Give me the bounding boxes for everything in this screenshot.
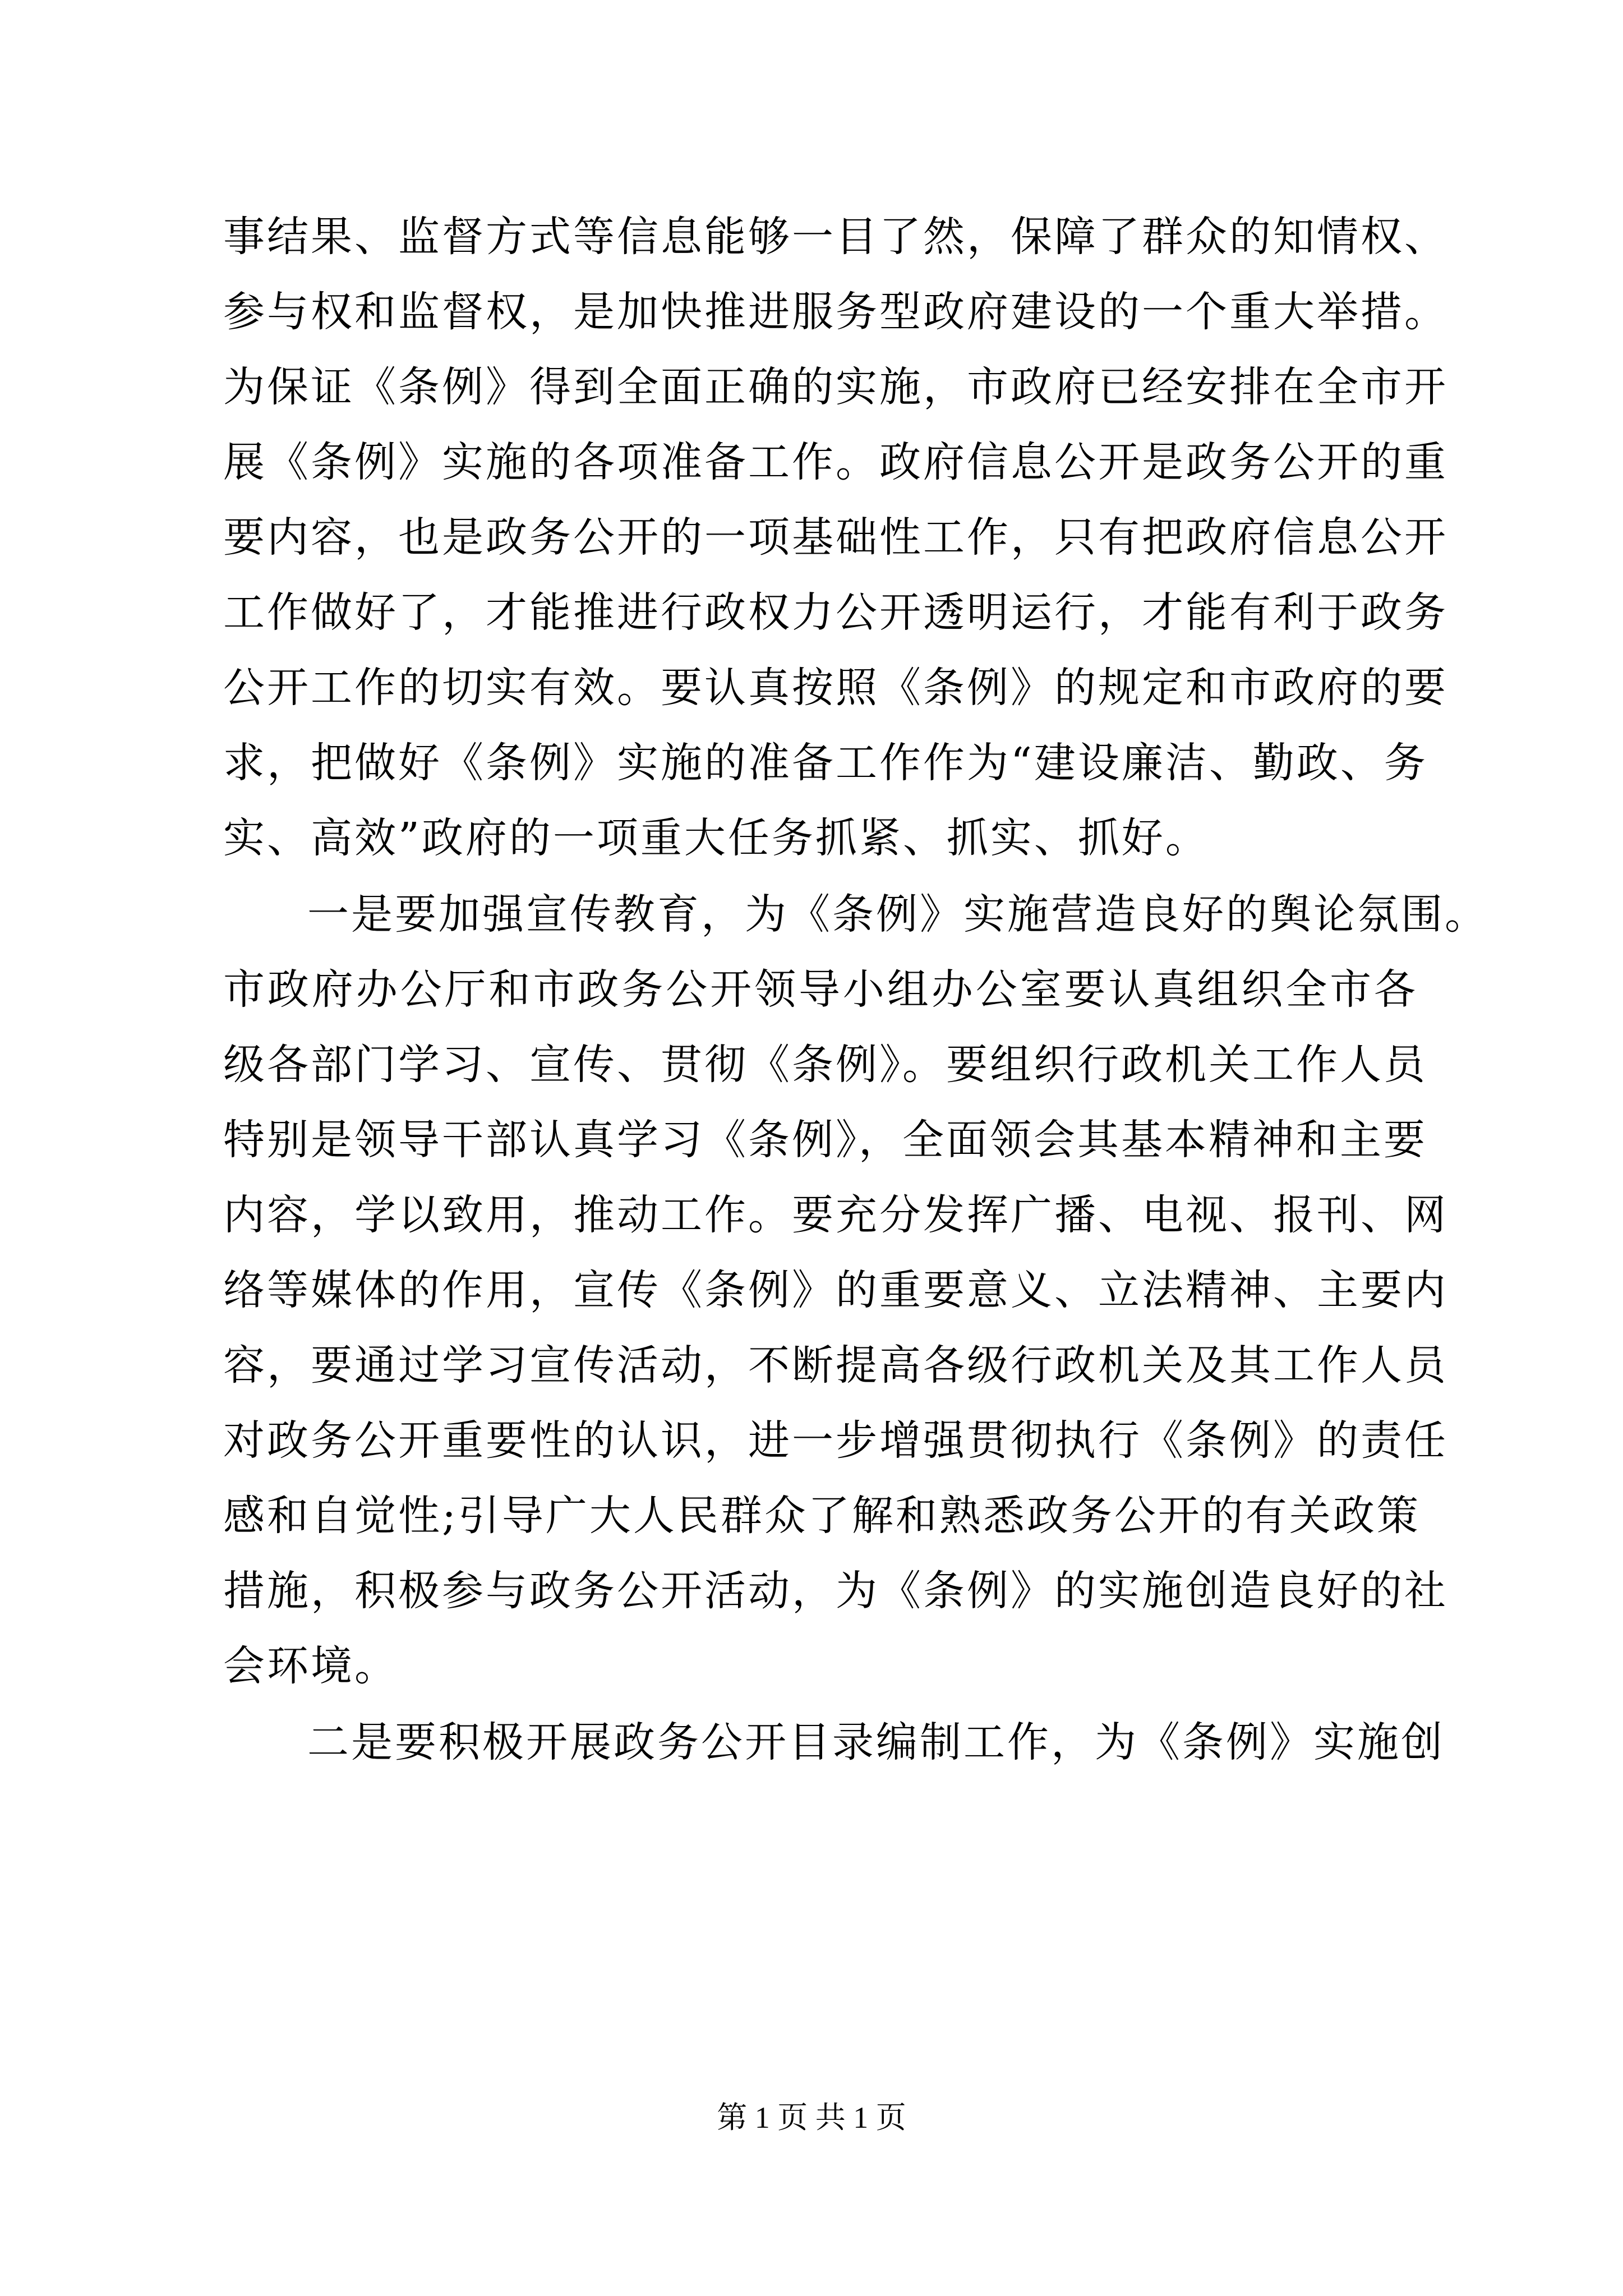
text-line: 事结果、监督方式等信息能够一目了然，保障了群众的知情权、 <box>223 213 1448 261</box>
text-line: 要内容，也是政务公开的一项基础性工作，只有把政府信息公开 <box>223 513 1448 562</box>
text-line: 容，要通过学习宣传活动，不断提高各级行政机关及其工作人员 <box>223 1341 1448 1389</box>
text-line: 会环境。 <box>223 1642 398 1690</box>
text-line: 为保证《条例》得到全面正确的实施，市政府已经安排在全市开 <box>223 363 1448 411</box>
paragraph-start-line: 一是要加强宣传教育，为《条例》实施营造良好的舆论氛围。 <box>307 890 1488 938</box>
page-number-footer: 第 1 页 共 1 页 <box>717 2101 906 2134</box>
text-line: 工作做好了，才能推进行政权力公开透明运行，才能有利于政务 <box>223 588 1448 637</box>
text-line: 求，把做好《条例》实施的准备工作作为“建设廉洁、勤政、务 <box>223 739 1428 787</box>
text-line: 对政务公开重要性的认识，进一步增强贯彻执行《条例》的责任 <box>223 1416 1448 1465</box>
text-line: 络等媒体的作用，宣传《条例》的重要意义、立法精神、主要内 <box>223 1266 1448 1314</box>
text-line: 市政府办公厅和市政务公开领导小组办公室要认真组织全市各 <box>223 965 1418 1014</box>
text-line: 公开工作的切实有效。要认真按照《条例》的规定和市政府的要 <box>223 664 1448 712</box>
text-line: 感和自觉性;引导广大人民群众了解和熟悉政务公开的有关政策 <box>223 1492 1421 1540</box>
text-line: 参与权和监督权，是加快推进服务型政府建设的一个重大举措。 <box>223 288 1448 336</box>
text-line: 特别是领导干部认真学习《条例》，全面领会其基本精神和主要 <box>223 1116 1427 1164</box>
text-line: 内容，学以致用，推动工作。要充分发挥广播、电视、报刊、网 <box>223 1191 1448 1239</box>
text-line: 实、高效”政府的一项重大任务抓紧、抓实、抓好。 <box>223 814 1209 862</box>
text-line: 展《条例》实施的各项准备工作。政府信息公开是政务公开的重 <box>223 438 1448 486</box>
text-line: 级各部门学习、宣传、贯彻《条例》。要组织行政机关工作人员 <box>223 1041 1427 1089</box>
paragraph-start-line: 二是要积极开展政务公开目录编制工作，为《条例》实施创 <box>307 1718 1445 1766</box>
text-line: 措施，积极参与政务公开活动，为《条例》的实施创造良好的社 <box>223 1567 1448 1615</box>
